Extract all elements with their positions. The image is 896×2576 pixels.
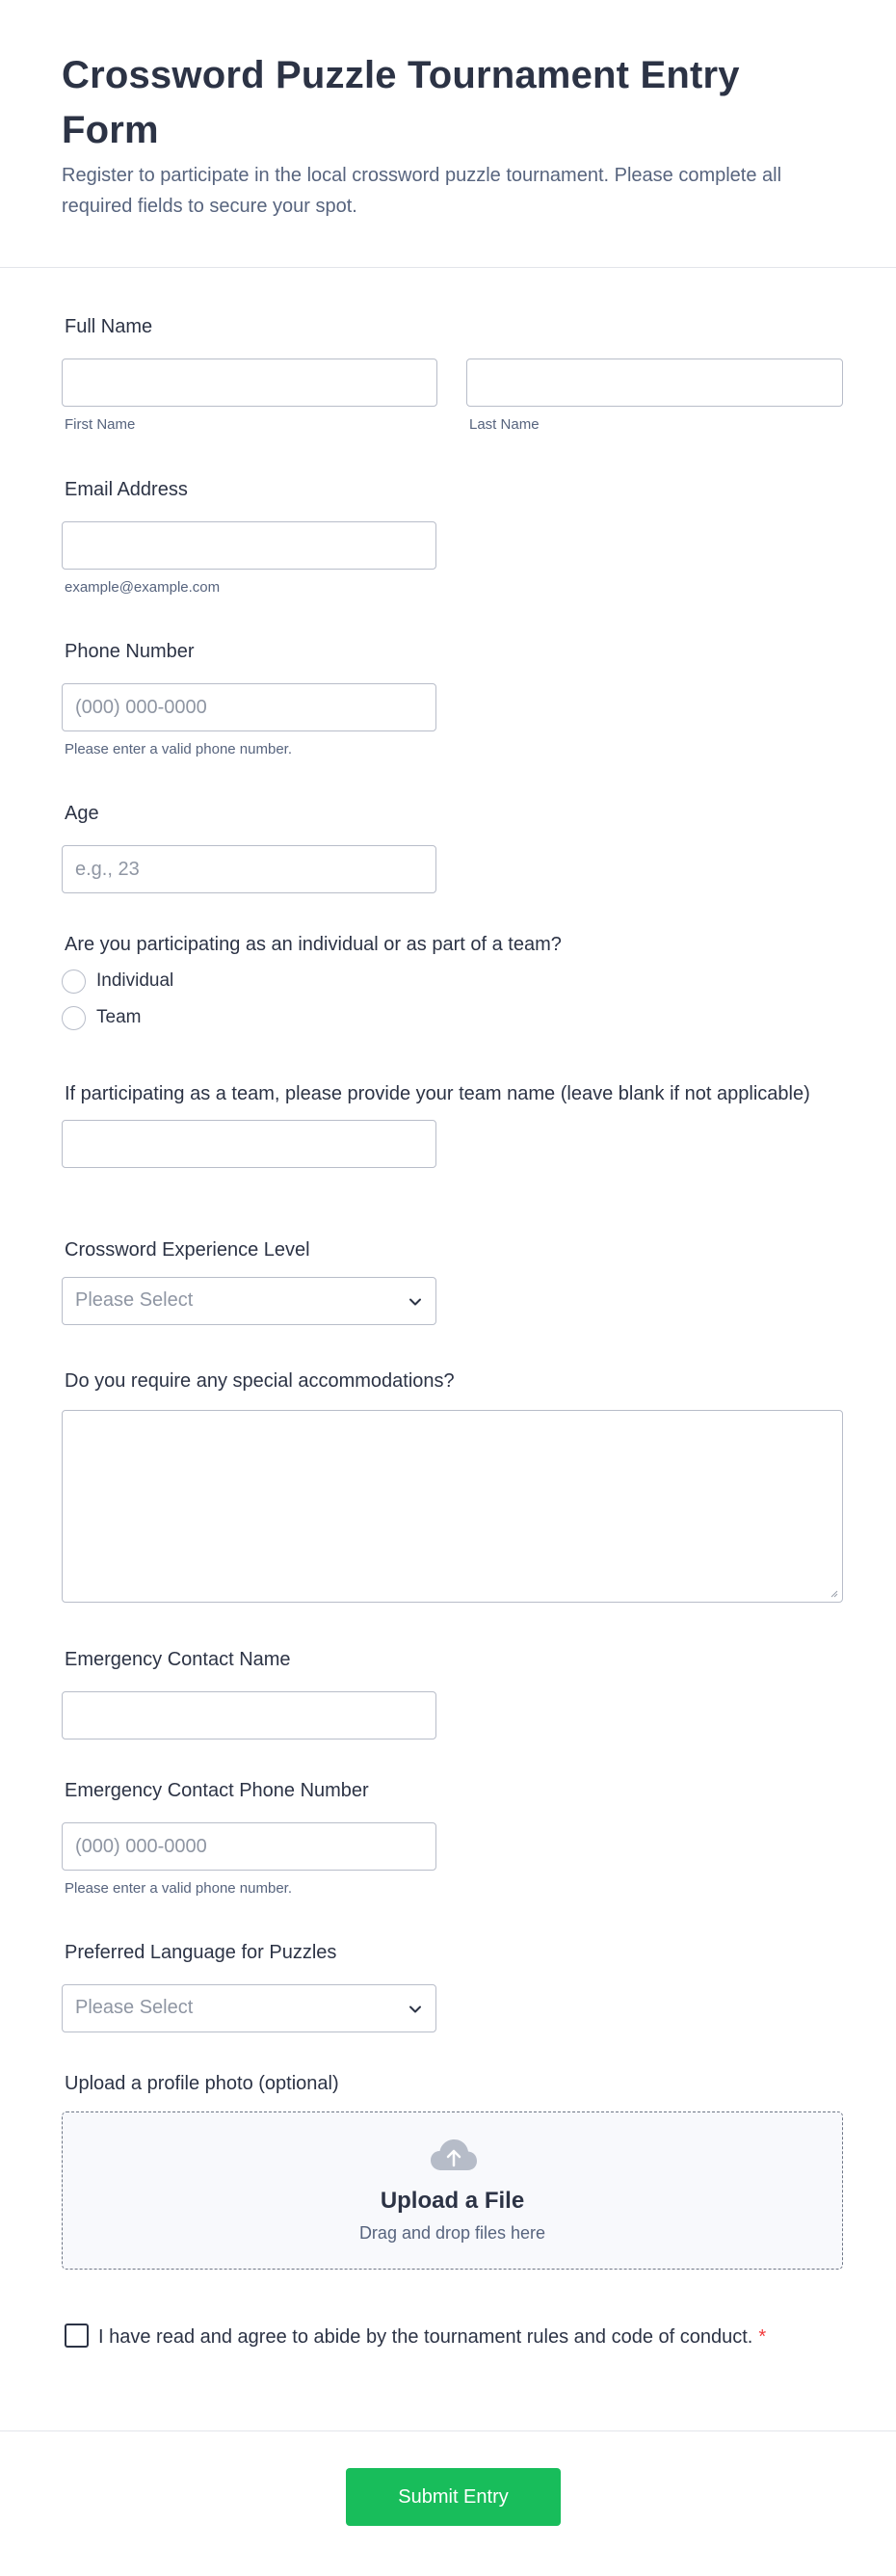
email-sublabel: example@example.com bbox=[65, 579, 221, 596]
age-label: Age bbox=[65, 803, 99, 824]
emergency-name-label: Emergency Contact Name bbox=[65, 1649, 291, 1670]
chevron-down-icon bbox=[408, 2003, 422, 2016]
language-select[interactable] bbox=[62, 1984, 436, 2032]
chevron-down-icon bbox=[408, 1295, 422, 1309]
age-input[interactable] bbox=[62, 845, 436, 893]
language-selected-value: Please Select bbox=[75, 1997, 194, 2018]
emergency-name-field bbox=[62, 1647, 436, 1739]
submit-button[interactable]: Submit Entry bbox=[346, 2468, 561, 2526]
team-name-input[interactable] bbox=[62, 1120, 436, 1168]
radio-label-team: Team bbox=[96, 1007, 142, 1027]
cloud-upload-icon bbox=[430, 2138, 478, 2172]
experience-select[interactable] bbox=[62, 1277, 436, 1325]
required-marker: * bbox=[758, 2326, 767, 2348]
radio-option-team[interactable] bbox=[62, 999, 562, 1036]
language-label: Preferred Language for Puzzles bbox=[65, 1942, 337, 1963]
language-field bbox=[62, 1940, 436, 2032]
agreement-checkbox[interactable] bbox=[65, 2324, 89, 2348]
email-input[interactable] bbox=[62, 521, 436, 570]
experience-label: Crossword Experience Level bbox=[65, 1239, 310, 1261]
age-field bbox=[62, 801, 436, 893]
emergency-name-input[interactable] bbox=[62, 1691, 436, 1739]
agreement-field bbox=[62, 2324, 794, 2350]
last-name-input[interactable] bbox=[466, 359, 843, 407]
radio-option-individual[interactable] bbox=[62, 963, 562, 999]
full-name-field bbox=[62, 314, 843, 433]
accommodations-field bbox=[62, 1368, 843, 1603]
emergency-phone-sublabel: Please enter a valid phone number. bbox=[65, 1880, 292, 1897]
file-upload-dropzone[interactable] bbox=[62, 2111, 843, 2270]
emergency-phone-field bbox=[62, 1778, 436, 1897]
experience-field bbox=[62, 1237, 436, 1325]
phone-sublabel: Please enter a valid phone number. bbox=[65, 741, 292, 757]
last-name-sublabel: Last Name bbox=[469, 416, 540, 433]
phone-label: Phone Number bbox=[65, 641, 195, 662]
team-name-field bbox=[62, 1081, 823, 1168]
email-label: Email Address bbox=[65, 479, 188, 500]
accommodations-label: Do you require any special accommodations? bbox=[65, 1370, 455, 1392]
agreement-text: I have read and agree to abide by the tournament rules and code of conduct. bbox=[98, 2326, 753, 2348]
email-field bbox=[62, 477, 436, 596]
emergency-phone-input[interactable] bbox=[62, 1822, 436, 1871]
accommodations-textarea[interactable] bbox=[62, 1410, 843, 1603]
phone-field bbox=[62, 639, 436, 757]
participation-field bbox=[62, 932, 562, 1036]
radio-label-individual: Individual bbox=[96, 970, 174, 991]
team-name-label: If participating as a team, please provide your team name (leave blank if not applicable) bbox=[65, 1083, 810, 1104]
form-header bbox=[0, 0, 896, 268]
resize-handle-icon[interactable] bbox=[829, 1588, 838, 1598]
experience-selected-value: Please Select bbox=[75, 1289, 194, 1311]
phone-input[interactable] bbox=[62, 683, 436, 731]
form-footer bbox=[0, 2430, 896, 2576]
upload-subtitle: Drag and drop files here bbox=[358, 2223, 546, 2243]
emergency-phone-label: Emergency Contact Phone Number bbox=[65, 1780, 369, 1801]
upload-title: Upload a File bbox=[380, 2188, 525, 2214]
participation-label: Are you participating as an individual or as part of a team? bbox=[65, 934, 562, 955]
first-name-input[interactable] bbox=[62, 359, 437, 407]
page-title: Crossword Puzzle Tournament Entry Form bbox=[62, 54, 740, 151]
first-name-sublabel: First Name bbox=[65, 416, 136, 433]
full-name-label: Full Name bbox=[65, 316, 153, 337]
upload-field bbox=[62, 2071, 843, 2270]
page-subtitle: Register to participate in the local crossword puzzle tournament. Please complete all required fields to secure your spot. bbox=[62, 165, 782, 217]
radio-button[interactable] bbox=[62, 1006, 86, 1030]
radio-button[interactable] bbox=[62, 969, 86, 994]
upload-label: Upload a profile photo (optional) bbox=[65, 2073, 339, 2094]
